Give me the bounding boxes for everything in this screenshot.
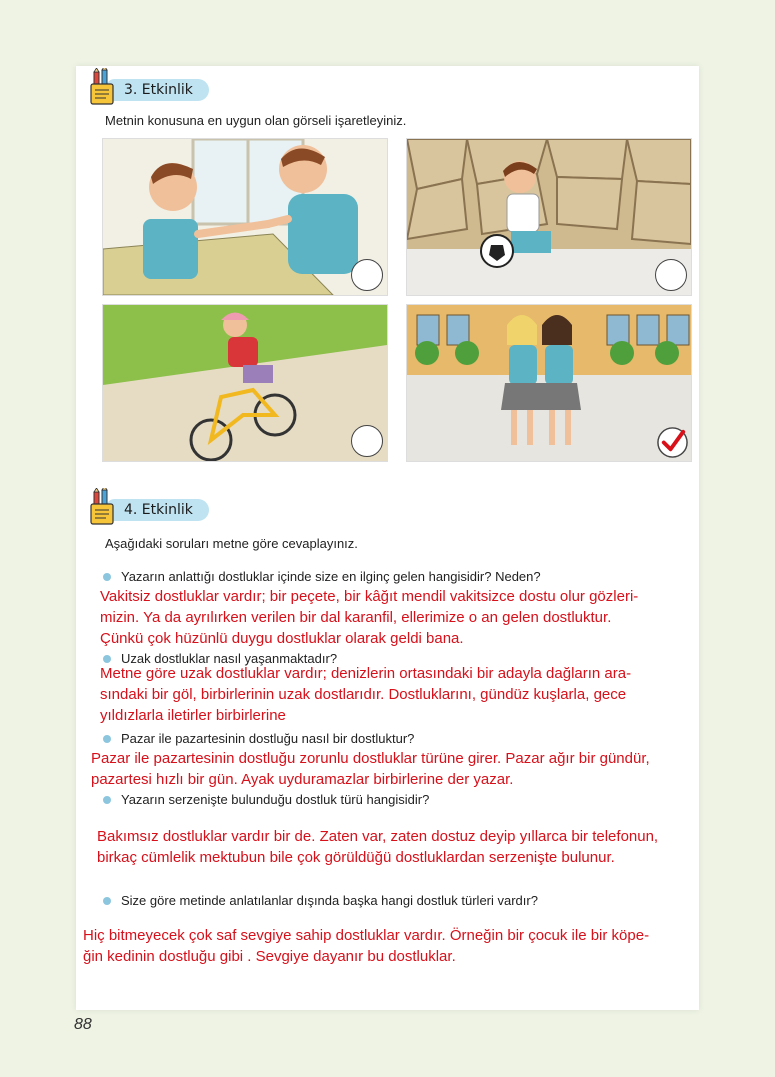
activity4-title: 4. Etkinlik bbox=[106, 499, 209, 521]
image-girl-on-bicycle[interactable] bbox=[102, 304, 388, 462]
image-two-friend-girls[interactable] bbox=[406, 304, 692, 462]
checkmark-icon[interactable] bbox=[656, 426, 689, 459]
question-2-text: Uzak dostluklar nasıl yaşanmaktadır? bbox=[121, 651, 338, 666]
answer-4[interactable]: Bakımsız dostluklar vardır bir de. Zaten var, zaten dostuz deyip yıllarca bir telefonun, birkaç cümlelik mektubun bile çok görüldüğü dostluklardan serzenişte bulunur. bbox=[97, 828, 659, 866]
bullet-icon bbox=[103, 897, 111, 905]
bullet-icon bbox=[103, 573, 111, 581]
activity3-banner bbox=[86, 74, 216, 104]
question-5-text: Size göre metinde anlatılanlar dışında başka hangi dostluk türleri vardır? bbox=[121, 893, 538, 908]
bullet-icon bbox=[103, 655, 111, 663]
image-boy-with-ball[interactable] bbox=[406, 138, 692, 296]
answer-circle-1[interactable] bbox=[351, 259, 383, 291]
question-1-text: Yazarın anlattığı dostluklar içinde size en ilginç gelen hangisidir? Neden? bbox=[121, 569, 541, 584]
answer-circle-3[interactable] bbox=[351, 425, 383, 457]
girl-on-bicycle-illustration bbox=[103, 305, 387, 461]
bullet-icon bbox=[103, 735, 111, 743]
question-4 bbox=[103, 792, 429, 807]
boy-with-ball-illustration bbox=[407, 139, 691, 295]
two-friend-girls-illustration bbox=[407, 305, 691, 461]
activity3-instruction: Metnin konusuna en uygun olan görseli işaretleyiniz. bbox=[105, 113, 407, 128]
quarreling-boys-illustration bbox=[103, 139, 387, 295]
page-number: 88 bbox=[74, 1016, 92, 1033]
question-5 bbox=[103, 893, 538, 908]
answer-circle-2[interactable] bbox=[655, 259, 687, 291]
question-4-text: Yazarın serzenişte bulunduğu dostluk türü hangisidir? bbox=[121, 792, 430, 807]
answer-2[interactable]: Metne göre uzak dostluklar vardır; denizlerin ortasındaki bir adayla dağların ara- sındaki bir göl, birbirlerinin uzak dostlarıdır. Dostluklarını, gündüz kuşlarla, gece yıldızlarla iletirler birbirlerine bbox=[100, 665, 632, 724]
pencil-cup-icon bbox=[86, 68, 120, 106]
activity3-title: 3. Etkinlik bbox=[106, 79, 209, 101]
question-3 bbox=[103, 731, 414, 746]
bullet-icon bbox=[103, 796, 111, 804]
activity4-instruction: Aşağıdaki soruları metne göre cevaplayınız. bbox=[105, 536, 358, 551]
question-1 bbox=[103, 569, 541, 584]
answer-5[interactable]: Hiç bitmeyecek çok saf sevgiye sahip dostluklar vardır. Örneğin bir çocuk ile bir köpe- ğin kedinin dostluğu gibi . Sevgiye dayanır bu dostluklar. bbox=[83, 927, 650, 965]
image-quarreling-boys[interactable] bbox=[102, 138, 388, 296]
pencil-cup-icon bbox=[86, 488, 120, 526]
question-3-text: Pazar ile pazartesinin dostluğu nasıl bir dostluktur? bbox=[121, 731, 415, 746]
activity4-banner bbox=[86, 494, 216, 524]
answer-3[interactable]: Pazar ile pazartesinin dostluğu zorunlu dostluklar türüne girer. Pazar ağır bir gündür, pazartesi hızlı bir gün. Ayak uyduramazlar birbirlerine der yazar. bbox=[91, 750, 650, 788]
answer-1[interactable]: Vakitsiz dostluklar vardır; bir peçete, bir kâğıt mendil vakitsizce dostu olur gözleri- mizin. Ya da ayrılırken verilen bir dal karanfil, ellerimize o an gelen dostluktur. Çünkü çok hüzünlü duygu dostluklar olarak geldi bana. bbox=[100, 588, 639, 647]
